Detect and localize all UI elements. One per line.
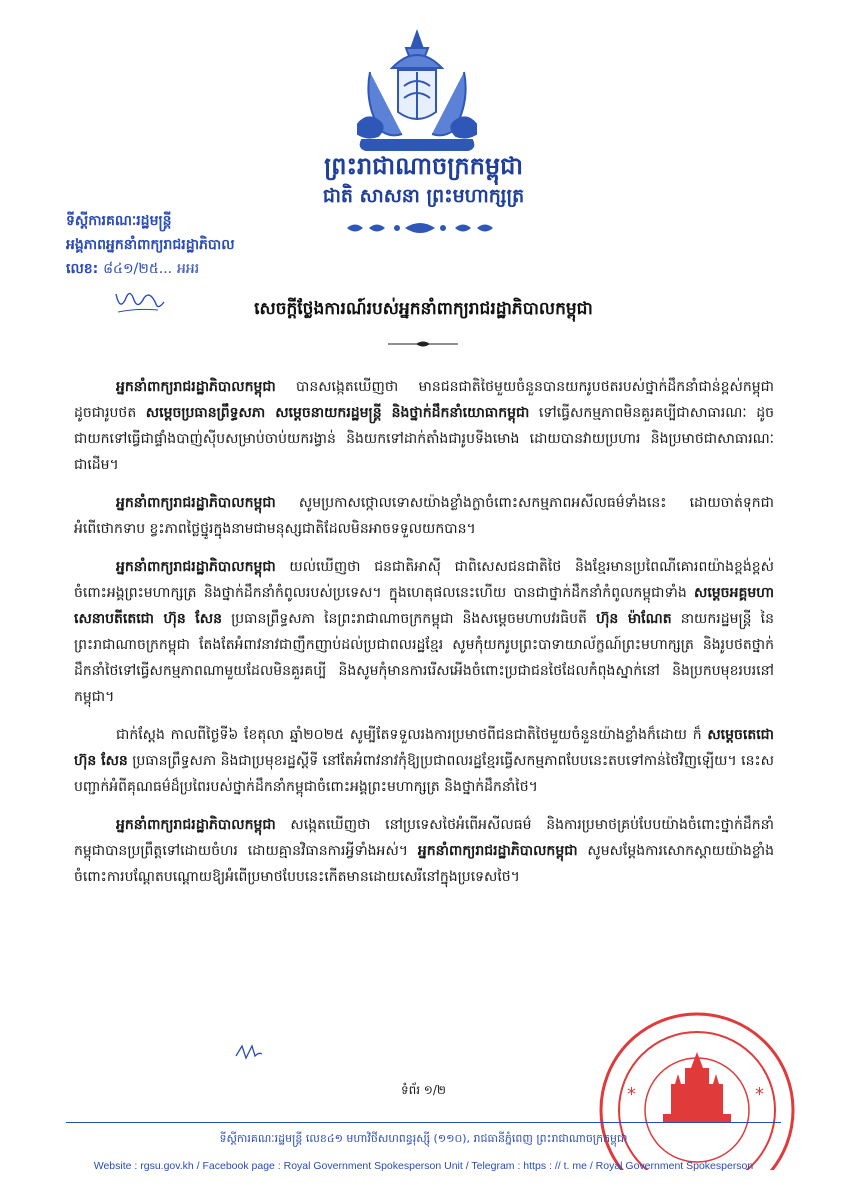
svg-text:*: * [755, 1084, 764, 1105]
paragraph-3: អ្នកនាំពាក្យរាជរដ្ឋាភិបាលកម្ពុជា យល់ឃើញថា ជនជាតិអាស៊ី ជាពិសេសជនជាតិថៃ និងខ្មែរមានប្រពៃណីគោរពយ៉ាងខ្ពង់ខ្ពស់ ចំពោះអង្គព្រះមហាក្សត្រ និងថ្នាក់ដឹកនាំកំពូលរបស់ប្រទេស។ ក្នុងហេតុផលនេះហើយ បានជាថ្នាក់ដឹកនាំកំពូលកម្ពុជាទាំង សម្តេចអគ្គមហាសេនាបតីតេជោ ហ៊ុន សែន ប្រធានព្រឹទ្ធសភា នៃព្រះរាជាណាចក្រកម្ពុជា និងសម្តេចមហាបវរធិបតី ហ៊ុន ម៉ាណែត នាយករដ្ឋមន្ត្រី នៃព្រះរាជាណាចក្រកម្ពុជា តែងតែអំពាវនាវជាញឹកញាប់ដល់ប្រជាពលរដ្ឋខ្មែរ សូមកុំយករូបព្រះបាទាយាល័ក្ខណ៍ព្រះមហាក្សត្រ និងរូបថតថ្នាក់ដឹកនាំថៃទៅធ្វើសកម្មភាពណាមួយដែលមិនគួរគប្បី និងសូមកុំមានការរើសអើងចំពោះប្រជាជនថៃដែលកំពុងស្នាក់នៅ និងប្រកបមុខរបរនៅកម្ពុជា។ [74, 559, 774, 705]
office-line-2: អង្គភាពអ្នកនាំពាក្យរាជរដ្ឋាភិបាល [66, 237, 235, 253]
statement-body [74, 374, 774, 902]
paragraph-2: អ្នកនាំពាក្យរាជរដ្ឋាភិបាលកម្ពុជា សូមប្រកាសថ្កោលទោសយ៉ាងខ្លាំងក្លាចំពោះសកម្មភាពអសីលធម៌ទាំងនេះ ដោយចាត់ទុកជាអំពើថោកទាប ខ្វះភាពថ្លៃថ្នូរក្នុងនាមជាមនុស្សជាតិដែលមិនអាចទទួលយកបាន។ [74, 495, 774, 537]
paragraph-4: ជាក់ស្តែង កាលពីថ្ងៃទី៦ ខែតុលា ឆ្នាំ២០២៥ សូម្បីតែទទួលរងការប្រមាថពីជនជាតិថៃមួយចំនួនយ៉ាងខ្លាំងក៏ដោយ ក៏ សម្តេចតេជោ ហ៊ុន សែន ប្រធានព្រឹទ្ធសភា និងជាប្រមុខរដ្ឋស្តីទី នៅតែអំពាវនាវកុំឱ្យប្រជាពលរដ្ឋខ្មែរធ្វើសកម្មភាពបែបនេះតបទៅកាន់ថៃវិញឡើយ។ នេះសបញ្ជាក់អំពីគុណធម៌ដ៏ប្រពៃរបស់ថ្នាក់ដឹកនាំកម្ពុជាចំពោះអង្គព្រះមហាក្សត្រ និងថ្នាក់ដឹកនាំថៃ។ [74, 727, 774, 795]
footer-address: ទីស្តីការគណៈរដ្ឋមន្ត្រី លេខ៤១ មហាវិថីសហពន្ធរុស្ស៊ី (១១០), រាជធានីភ្នំពេញ ព្រះរាជាណាចក្រកម្ពុជា [219, 1132, 628, 1145]
khmer-ornament-divider-icon [345, 220, 495, 236]
initials-mark-icon [234, 1042, 264, 1060]
svg-text:*: * [627, 1084, 636, 1105]
reference-value: ៨៤១/២៥... [103, 261, 173, 277]
national-motto: ជាតិ សាសនា ព្រះមហាក្សត្រ [322, 185, 525, 207]
paragraph-1: អ្នកនាំពាក្យរាជរដ្ឋាភិបាលកម្ពុជា បានសង្កេតឃើញថា មានជនជាតិថៃមួយចំនួនបានយករូបថតរបស់ថ្នាក់ដឹកនាំជាន់ខ្ពស់កម្ពុជា ដូចជារូបថត សម្តេចប្រធានព្រឹទ្ធសភា សម្តេចនាយករដ្ឋមន្ត្រី និងថ្នាក់ដឹកនាំយោធាកម្ពុជា ទៅធ្វើសកម្មភាពមិនគួរគប្បីជាសាធារណៈ ដូចជាយកទៅធ្វើជាផ្ទាំងបាញ់ស៊ីបសម្រាប់ចាប់យករង្វាន់ និងយកទៅដាក់តាំងជារូបទីងមោង ដោយបានវាយប្រហារ និងប្រមាថជាសាធារណៈ ជាដើម។ [74, 379, 774, 473]
footer-rule [66, 1122, 781, 1123]
reference-number [66, 257, 235, 281]
footer-web-links: Website : rgsu.gov.kh / Facebook page : Royal Government Spokesperson Unit / Telegram : https : // t. me / Royal Government Spokesperson [93, 1160, 754, 1172]
office-line-1: ទីស្តីការគណៈរដ្ឋមន្ត្រី [66, 213, 172, 229]
kingdom-name: ព្រះរាជាណាចក្រកម្ពុជា [324, 151, 523, 180]
paragraph-5: អ្នកនាំពាក្យរាជរដ្ឋាភិបាលកម្ពុជា សង្កេតឃើញថា នៅប្រទេសថៃអំពើអសីលធម៌ និងការប្រមាថគ្រប់បែបយ៉ាងចំពោះថ្នាក់ដឹកនាំកម្ពុជាបានប្រព្រឹត្តទៅដោយចំហរ ដោយគ្មានវិធានការអ្វីទាំងអស់។ អ្នកនាំពាក្យរាជរដ្ឋាភិបាលកម្ពុជា សូមសម្តែងការសោកស្តាយយ៉ាងខ្លាំងចំពោះការបណ្តែតបណ្តោយឱ្យអំពើប្រមាថបែបនេះកើតមានដោយសេរីនៅក្នុងប្រទេសថៃ។ [74, 817, 774, 885]
issuing-office [66, 209, 235, 281]
title-divider-icon [388, 340, 458, 348]
royal-coat-of-arms-icon [348, 28, 486, 154]
document-title: សេចក្តីថ្លែងការណ៍របស់អ្នកនាំពាក្យរាជរដ្ឋាភិបាលកម្ពុជា [254, 299, 593, 319]
page-number: ទំព័រ ១/២ [400, 1083, 447, 1097]
reference-suffix: អអរ [177, 261, 200, 277]
reference-label: លេខ: [66, 261, 99, 277]
